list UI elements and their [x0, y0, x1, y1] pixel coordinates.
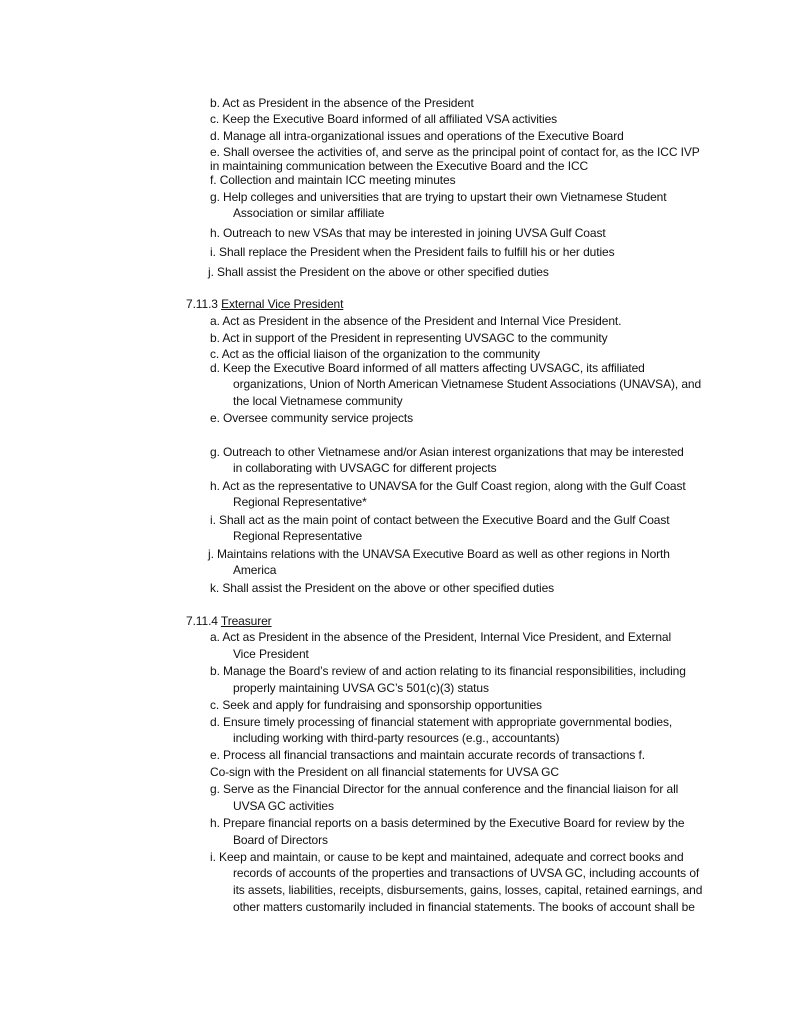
- list-item: h. Outreach to new VSAs that may be interested in joining UVSA Gulf Coast: [210, 226, 606, 240]
- list-item: b. Manage the Board’s review of and action relating to its financial responsibilities, including: [210, 664, 686, 678]
- list-item: a. Act as President in the absence of the President, Internal Vice President, and External: [210, 630, 672, 644]
- list-item: b. Act as President in the absence of the President: [210, 96, 474, 110]
- list-item: h. Act as the representative to UNAVSA for the Gulf Coast region, along with the Gulf Coast: [210, 479, 686, 493]
- list-item-continuation: its assets, liabilities, receipts, disbursements, gains, losses, capital, retained earnings, and: [233, 883, 703, 897]
- list-item-continuation: the local Vietnamese community: [233, 394, 403, 408]
- list-item-continuation: other matters customarily included in financial statements. The books of account shall be: [233, 900, 695, 914]
- section-title: External Vice President: [221, 297, 344, 311]
- list-item: a. Act as President in the absence of the President and Internal Vice President.: [210, 314, 622, 328]
- section-title: Treasurer: [220, 614, 272, 628]
- list-item: c. Seek and apply for fundraising and sponsorship opportunities: [210, 698, 542, 712]
- list-item: f. Collection and maintain ICC meeting minutes: [210, 173, 456, 187]
- list-item-continuation: in collaborating with UVSAGC for different projects: [233, 461, 497, 475]
- list-item: e. Process all financial transactions and maintain accurate records of transactions f.: [210, 748, 645, 762]
- list-item: Co-sign with the President on all financial statements for UVSA GC: [210, 765, 559, 779]
- section-number: 7.11.3: [186, 297, 218, 311]
- section-number: 7.11.4: [186, 614, 218, 628]
- section-heading-treasurer: [186, 614, 272, 628]
- list-item-continuation: organizations, Union of North American Vietnamese Student Associations (UNAVSA), and: [233, 377, 702, 391]
- list-item: h. Prepare financial reports on a basis determined by the Executive Board for review by the: [210, 816, 685, 830]
- list-item-continuation: UVSA GC activities: [233, 799, 334, 813]
- list-item: d. Keep the Executive Board informed of all matters affecting UVSAGC, its affiliated: [210, 361, 645, 375]
- list-item: c. Act as the official liaison of the organization to the community: [210, 347, 540, 361]
- list-item: g. Serve as the Financial Director for the annual conference and the financial liaison for all: [210, 782, 679, 796]
- list-item: j. Shall assist the President on the above or other specified duties: [208, 265, 549, 279]
- list-item: d. Ensure timely processing of financial statement with appropriate governmental bodies,: [210, 715, 673, 729]
- list-item: k. Shall assist the President on the above or other specified duties: [210, 581, 555, 595]
- list-item-continuation: properly maintaining UVSA GC’s 501(c)(3) status: [233, 681, 489, 695]
- list-item: d. Manage all intra-organizational issues and operations of the Executive Board: [210, 129, 624, 143]
- list-item: g. Outreach to other Vietnamese and/or Asian interest organizations that may be interested: [210, 445, 684, 459]
- list-item: e. Oversee community service projects: [210, 411, 414, 425]
- list-item-continuation: Association or similar affiliate: [233, 206, 385, 220]
- list-item: i. Shall act as the main point of contact between the Executive Board and the Gulf Coast: [210, 513, 670, 527]
- list-item-continuation: Board of Directors: [233, 833, 328, 847]
- list-item-continuation: America: [233, 563, 277, 577]
- list-item: b. Act in support of the President in representing UVSAGC to the community: [210, 331, 608, 345]
- list-item: c. Keep the Executive Board informed of all affiliated VSA activities: [210, 112, 558, 126]
- list-item: i. Shall replace the President when the President fails to fulfill his or her duties: [210, 245, 615, 259]
- list-item-continuation: Vice President: [233, 647, 309, 661]
- list-item: j. Maintains relations with the UNAVSA Executive Board as well as other regions in North: [208, 547, 670, 561]
- list-item: e. Shall oversee the activities of, and serve as the principal point of contact for, as the ICC IVP: [210, 145, 700, 159]
- list-item-continuation: Regional Representative*: [233, 495, 367, 509]
- list-item: g. Help colleges and universities that are trying to upstart their own Vietnamese Student: [210, 190, 667, 204]
- list-item-continuation: records of accounts of the properties and transactions of UVSA GC, including accounts of: [233, 866, 700, 880]
- list-item: i. Keep and maintain, or cause to be kept and maintained, adequate and correct books and: [210, 850, 684, 864]
- list-item-continuation: Regional Representative: [233, 529, 363, 543]
- list-item-continuation: including working with third-party resources (e.g., accountants): [233, 731, 560, 745]
- section-heading-external-vp: [186, 297, 343, 311]
- list-item: in maintaining communication between the Executive Board and the ICC: [210, 159, 589, 173]
